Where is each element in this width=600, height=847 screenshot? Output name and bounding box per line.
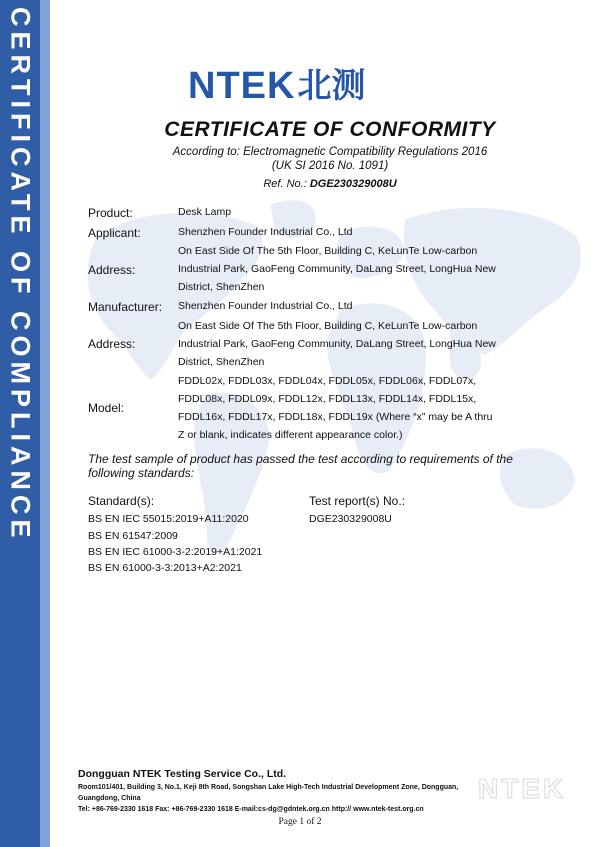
applicant-value: Shenzhen Founder Industrial Co., Ltd xyxy=(178,226,353,238)
standard-item-4: BS EN 61000-3-3:2013+A2:2021 xyxy=(88,562,242,574)
standard-item-2: BS EN 61547:2009 xyxy=(88,530,178,542)
ntek-logo xyxy=(188,65,366,107)
model-line-1: FDDL02x, FDDL03x, FDDL04x, FDDL05x, FDDL06x, FDDL07x, xyxy=(178,375,477,387)
manufacturer-value: Shenzhen Founder Industrial Co., Ltd xyxy=(178,300,353,312)
ref-no-label: Ref. No.: xyxy=(263,178,307,190)
manufacturer-address-label: Address: xyxy=(88,337,136,351)
standard-item-1: BS EN IEC 55015:2019+A11:2020 xyxy=(88,513,249,525)
model-line-2: FDDL08x, FDDL09x, FDDL12x, FDDL13x, FDDL14x, FDDL15x, xyxy=(178,393,477,405)
certificate-title: CERTIFICATE OF CONFORMITY xyxy=(164,118,496,141)
applicant-address-line-3: District, ShenZhen xyxy=(178,281,265,293)
manufacturer-label: Manufacturer: xyxy=(88,300,163,314)
page-number: Page 1 of 2 xyxy=(278,817,322,827)
side-banner-stripe xyxy=(40,0,50,847)
product-value: Desk Lamp xyxy=(178,206,232,218)
footer-contact: Tel: +86-769-2330 1618 Fax: +86-769-2330 1618 E-mail:cs-dg@gdntek.org.cn http:// www.ntek-test.org.cn xyxy=(78,806,424,813)
applicant-address-line-2: Industrial Park, GaoFeng Community, DaLang Street, LongHua New xyxy=(178,263,496,275)
test-report-item-1: DGE230329008U xyxy=(309,513,392,525)
statement-line-1: The test sample of product has passed the test according to requirements of the xyxy=(88,452,513,466)
applicant-address-label: Address: xyxy=(88,263,136,277)
manufacturer-address-line-1: On East Side Of The 5th Floor, Building C, KeLunTe Low-carbon xyxy=(178,320,478,332)
logo-latin: NTEK xyxy=(188,65,296,107)
statement-line-2: following standards: xyxy=(88,466,195,480)
manufacturer-address-line-3: District, ShenZhen xyxy=(178,356,265,368)
footer-address-line-1: Room101/401, Building 3, No.1, Keji 8th Road, Songshan Lake High-Tech Industrial Development Zone, Dongguan, xyxy=(78,784,459,791)
test-reports-header: Test report(s) No.: xyxy=(309,494,406,508)
footer-ntek-watermark: NTEK xyxy=(478,773,567,804)
model-line-3: FDDL16x, FDDL17x, FDDL18x, FDDL19x (Where “x” may be A thru xyxy=(178,411,493,423)
product-label: Product: xyxy=(88,206,133,220)
conformity-statement xyxy=(88,452,538,480)
applicant-label: Applicant: xyxy=(88,226,141,240)
logo-chinese: 北测 xyxy=(297,66,366,106)
standards-header: Standard(s): xyxy=(88,494,155,508)
side-banner-text: CERTIFICATE OF COMPLIANCE xyxy=(5,7,36,543)
footer-address-line-2: Guangdong, China xyxy=(78,795,141,802)
applicant-address-line-1: On East Side Of The 5th Floor, Building C, KeLunTe Low-carbon xyxy=(178,245,478,257)
model-label: Model: xyxy=(88,401,125,415)
ref-no-value: DGE230329008U xyxy=(309,178,397,190)
side-banner-text-box xyxy=(3,7,37,543)
according-to: According to: Electromagnetic Compatibility Regulations 2016 xyxy=(172,146,488,158)
standard-item-3: BS EN IEC 61000-3-2:2019+A1:2021 xyxy=(88,546,263,558)
regulation-ref: (UK SI 2016 No. 1091) xyxy=(271,160,389,172)
footer-company: Dongguan NTEK Testing Service Co., Ltd. xyxy=(78,768,287,780)
manufacturer-address-line-2: Industrial Park, GaoFeng Community, DaLang Street, LongHua New xyxy=(178,338,496,350)
ref-no xyxy=(60,178,600,190)
model-line-4: Z or blank, indicates different appearance color.) xyxy=(178,429,403,441)
